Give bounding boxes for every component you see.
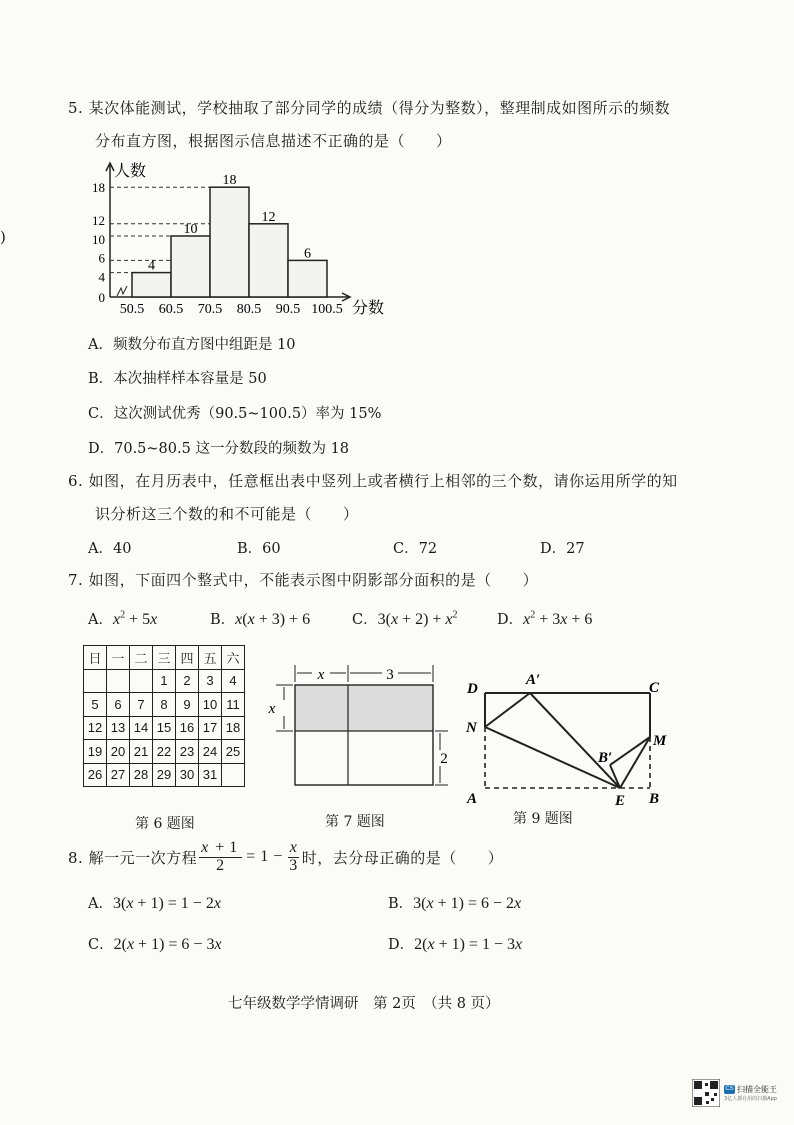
q8-option-c: C．2(x + 1) = 6 − 3x: [88, 936, 222, 953]
calendar-day-cell: 22: [153, 740, 176, 764]
calendar-header-row: [84, 646, 245, 670]
y-tick-label: 0: [98, 290, 105, 305]
scanner-tagline: 3亿人都在用的扫描App: [724, 1096, 777, 1102]
scanner-watermark: [692, 1077, 790, 1109]
q6-option-c: C．72: [393, 541, 438, 557]
calendar-day-cell: 12: [84, 716, 107, 740]
axis-break-icon: [117, 286, 127, 296]
q6-option-a: A．40: [88, 541, 132, 557]
histogram-chart: [80, 155, 400, 325]
calendar-day-cell: 1: [153, 669, 176, 693]
histogram-bar: [288, 260, 327, 297]
fig7-diagram: [262, 660, 452, 795]
q8-stem: [68, 840, 503, 875]
q5-option-a: A．频数分布直方图中组距是 10: [88, 337, 296, 353]
bar-value-label: 10: [183, 222, 198, 237]
calendar-day-cell: [222, 763, 245, 787]
calendar-header-cell: 四: [176, 646, 199, 670]
q7-stem: 7. 如图，下面四个整式中，不能表示图中阴影部分面积的是（ ）: [68, 571, 539, 589]
calendar-day-cell: 23: [176, 740, 199, 764]
fig6-caption: 第 6 题图: [135, 816, 195, 832]
calendar-day-cell: 9: [176, 693, 199, 717]
fig9-label-a-prime: A′: [526, 672, 541, 688]
calendar-day-cell: 3: [199, 669, 222, 693]
x-tick-label: 80.5: [236, 302, 262, 317]
x-tick-label: 60.5: [158, 302, 184, 317]
x-tick-label: 90.5: [275, 302, 301, 317]
fig9-segment-a-prime-e: [530, 693, 620, 788]
q7-option-c: C．$3(x + 2) + x^2$: [352, 609, 458, 628]
calendar-day-cell: 10: [199, 693, 222, 717]
calendar-day-cell: 28: [130, 763, 153, 787]
q8-option-a: A．3(x + 1) = 1 − 2x: [88, 895, 221, 912]
bar-value-label: 12: [261, 209, 276, 225]
calendar-day-cell: [107, 669, 130, 693]
calendar-day-cell: 6: [107, 693, 130, 717]
q6-option-d: D．27: [540, 541, 585, 557]
fig7-caption: 第 7 题图: [325, 814, 385, 830]
calendar-week-row: [84, 693, 245, 717]
x-tick-label: 70.5: [197, 302, 223, 317]
q5-stem-line2: 分布直方图，根据图示信息描述不正确的是（ ）: [95, 132, 452, 150]
q8-equation: $\frac{x + 1}{2}$ = 1 − $\frac{x}{3}$: [201, 839, 298, 874]
x-tick-label: 50.5: [119, 302, 145, 317]
calendar-table: [83, 645, 245, 787]
q5-stem-line1: 5. 某次体能测试，学校抽取了部分同学的成绩（得分为整数），整理制成如图所示的频数: [68, 99, 671, 117]
fig7-label-3: 3: [386, 667, 394, 683]
calendar-day-cell: [84, 669, 107, 693]
q6-stem-line2: 识分析这三个数的和不可能是（ ）: [95, 505, 359, 523]
q7-option-d-label: D．: [497, 612, 524, 628]
q8-option-d-label: D．: [388, 937, 415, 953]
calendar-day-cell: 29: [153, 763, 176, 787]
q7-option-d: D．$x^2 + 3x + 6$: [497, 609, 593, 628]
fig9-segment-na-prime: [485, 693, 530, 727]
calendar-header-cell: 三: [153, 646, 176, 670]
calendar-day-cell: 19: [84, 740, 107, 764]
calendar-day-cell: 21: [130, 740, 153, 764]
calendar-week-row: [84, 763, 245, 787]
histogram-bar: [210, 187, 249, 297]
q7-option-b: B．x(x + 3) + 6: [210, 611, 311, 628]
y-tick-label: 10: [92, 232, 105, 247]
bar-value-label: 6: [304, 246, 311, 262]
fig9-label-b-prime: B′: [598, 750, 613, 766]
fig7-label-2: 2: [440, 751, 448, 767]
calendar-day-cell: 18: [222, 716, 245, 740]
q8-option-a-label: A．: [88, 896, 113, 912]
calendar-week-row: [84, 669, 245, 693]
histogram-bar: [171, 236, 210, 297]
fig9-label-d: D: [467, 681, 478, 697]
q6-stem-line1: 6. 如图，在月历表中，任意框出表中竖列上或者横行上相邻的三个数，请你运用所学的知: [68, 472, 678, 490]
scanner-brand-name: 扫描全能王: [737, 1085, 777, 1094]
fig7-label-x-left: x: [268, 701, 276, 717]
fig9-segment-b-prime-m: [610, 737, 650, 765]
y-tick-label: 18: [92, 180, 105, 196]
histogram-bar: [249, 224, 288, 297]
y-tick-label: 4: [98, 269, 105, 285]
fig9-label-e: E: [615, 793, 626, 809]
q5-option-d: D．70.5~80.5 这一分数段的频数为 18: [88, 441, 350, 457]
q7-option-c-label: C．: [352, 612, 378, 628]
qr-code-icon: [692, 1079, 720, 1107]
page-footer: 七年级数学学情调研 第 2页 （共 8 页）: [228, 996, 500, 1012]
calendar-day-cell: 17: [199, 716, 222, 740]
fig9-label-n: N: [466, 720, 477, 736]
q5-option-c: C．这次测试优秀（90.5~100.5）率为 15%: [88, 406, 382, 422]
calendar-day-cell: 5: [84, 693, 107, 717]
bar-value-label: 4: [148, 258, 155, 274]
fig9-segment-em: [620, 737, 650, 788]
calendar-header-cell: 五: [199, 646, 222, 670]
calendar-day-cell: 16: [176, 716, 199, 740]
q8-option-b: B．3(x + 1) = 6 − 2x: [388, 895, 522, 912]
x-axis-label: 分数: [352, 300, 385, 317]
scanner-brand: [724, 1084, 777, 1095]
scanner-text: [724, 1084, 777, 1102]
y-tick-label: 6: [98, 250, 105, 266]
q7-option-b-label: B．: [210, 612, 236, 628]
margin-mark: ): [0, 228, 7, 246]
q7-option-a: A．$x^2 + 5x$: [88, 609, 158, 628]
calendar-day-cell: 31: [199, 763, 222, 787]
q8-stem-suffix: 时，去分母正确的是（ ）: [301, 848, 504, 867]
fig9-diagram: [460, 665, 680, 810]
calendar-header-cell: 一: [107, 646, 130, 670]
calendar-day-cell: 15: [153, 716, 176, 740]
calendar-day-cell: 2: [176, 669, 199, 693]
calendar-day-cell: 13: [107, 716, 130, 740]
q8-option-b-label: B．: [388, 896, 414, 912]
q8-stem-prefix: 8. 解一元一次方程: [68, 848, 198, 867]
fig9-label-c: C: [649, 680, 660, 696]
bar-value-label: 18: [222, 173, 237, 189]
fig7-label-x-top: x: [317, 667, 325, 683]
calendar-day-cell: 25: [222, 740, 245, 764]
q8-option-d: D．2(x + 1) = 1 − 3x: [388, 936, 523, 953]
y-axis-label: 人数: [114, 163, 147, 180]
calendar-day-cell: 20: [107, 740, 130, 764]
calendar-day-cell: 24: [199, 740, 222, 764]
calendar-day-cell: 4: [222, 669, 245, 693]
calendar-header-cell: 六: [222, 646, 245, 670]
calendar-day-cell: 26: [84, 763, 107, 787]
histogram-bar: [132, 273, 171, 297]
calendar-day-cell: 7: [130, 693, 153, 717]
calendar-week-row: [84, 716, 245, 740]
fig9-label-m: M: [653, 733, 667, 749]
fig9-label-a: A: [467, 791, 478, 807]
calendar-day-cell: [130, 669, 153, 693]
calendar-day-cell: 11: [222, 693, 245, 717]
calendar-week-row: [84, 740, 245, 764]
calendar-day-cell: 27: [107, 763, 130, 787]
calendar-header-cell: 二: [130, 646, 153, 670]
scanner-logo-icon: CS: [725, 1086, 734, 1092]
fig9-caption: 第 9 题图: [513, 811, 573, 827]
calendar-day-cell: 14: [130, 716, 153, 740]
calendar-day-cell: 8: [153, 693, 176, 717]
q8-option-c-label: C．: [88, 937, 114, 953]
fig9-label-b: B: [649, 791, 660, 807]
q7-option-a-label: A．: [88, 612, 113, 628]
y-tick-label: 12: [92, 212, 105, 228]
q6-option-b: B．60: [237, 541, 281, 557]
calendar-header-cell: 日: [84, 646, 107, 670]
calendar-day-cell: 30: [176, 763, 199, 787]
q5-option-b: B．本次抽样样本容量是 50: [88, 371, 267, 387]
fig7-shaded-region: [295, 685, 433, 731]
x-tick-label: 100.5: [311, 302, 343, 317]
